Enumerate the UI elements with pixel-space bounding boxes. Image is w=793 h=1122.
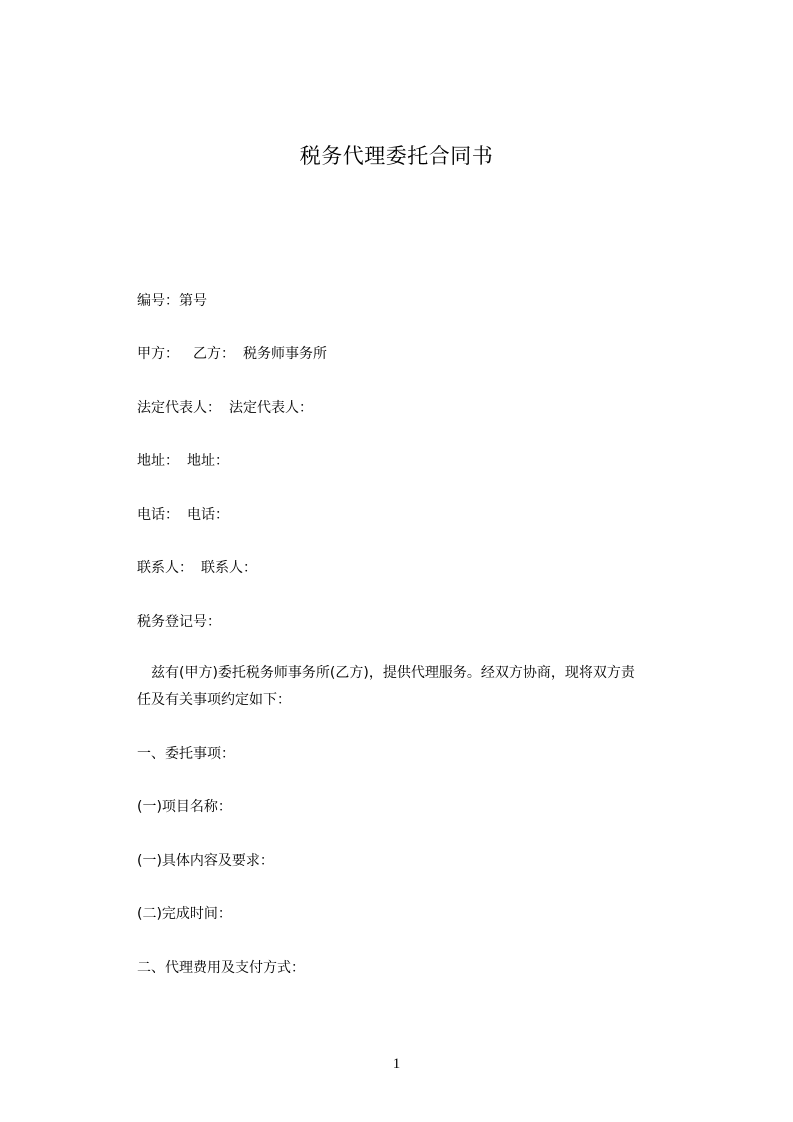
section-1-item-content: (一)具体内容及要求：: [137, 853, 274, 869]
phone-a: 电话：: [137, 507, 179, 523]
section-1-heading: 一、委托事项：: [137, 746, 235, 762]
address-line: [137, 451, 229, 471]
page-number: 1: [392, 1056, 401, 1072]
section-1-item-completion-time: (二)完成时间：: [137, 906, 232, 922]
address-b: 地址：: [187, 453, 229, 469]
tax-reg-number: 税务登记号：: [137, 614, 221, 630]
parties-line: [137, 344, 327, 364]
section-2-heading: 二、代理费用及支付方式：: [137, 960, 305, 976]
contact-line: [137, 558, 257, 578]
legal-rep-line: [137, 398, 313, 418]
legal-rep-a: 法定代表人：: [137, 400, 221, 416]
address-a: 地址：: [137, 453, 179, 469]
intro-paragraph-line2: 任及有关事项约定如下：: [137, 692, 291, 708]
contract-number: 编号：第号: [137, 293, 207, 309]
intro-paragraph-line1: 兹有(甲方)委托税务师事务所(乙方)，提供代理服务。经双方协商，现将双方责: [151, 665, 635, 681]
section-1-item-project-name: (一)项目名称：: [137, 799, 232, 815]
document-title: 税务代理委托合同书: [299, 144, 494, 168]
party-b-label: 乙方：: [193, 346, 235, 362]
contact-a: 联系人：: [137, 560, 193, 576]
contact-b: 联系人：: [201, 560, 257, 576]
phone-line: [137, 505, 229, 525]
legal-rep-b: 法定代表人：: [229, 400, 313, 416]
phone-b: 电话：: [187, 507, 229, 523]
party-b-name: 税务师事务所: [243, 346, 327, 362]
party-a-label: 甲方：: [137, 346, 179, 362]
